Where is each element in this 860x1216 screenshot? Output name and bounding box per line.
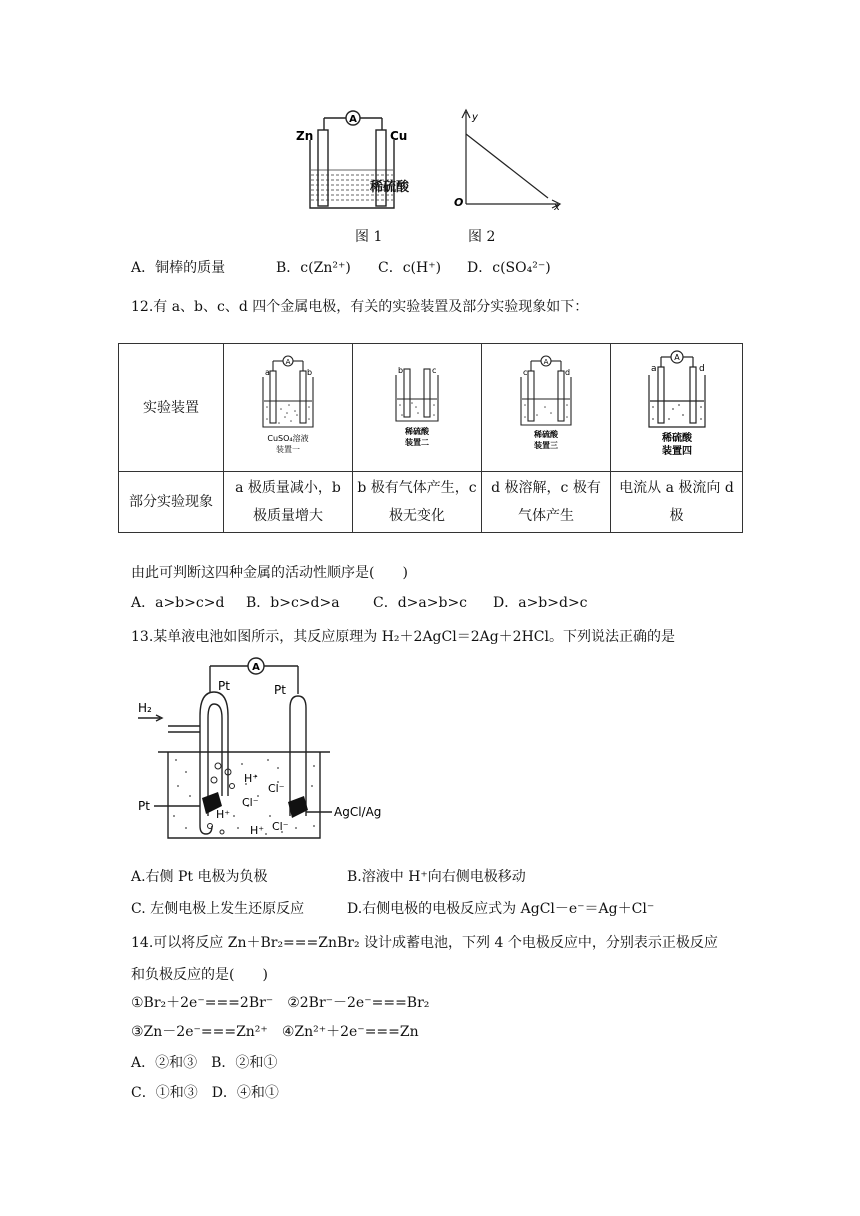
device-1-right-label: b <box>307 367 313 377</box>
device-1 <box>224 344 353 472</box>
q14-stem-line2: 和负极反应的是( ) <box>131 967 268 983</box>
device-2-solution: 稀硫酸 <box>405 426 429 436</box>
cl-ion-label: Cl⁻ <box>242 796 259 809</box>
q12-option-c: C．d>a>b>c <box>373 595 468 611</box>
device-4-left-label: a <box>650 363 657 374</box>
agcl-label: AgCl/Ag <box>334 805 382 819</box>
q14-equations-2: ③Zn－2e⁻===Zn²⁺ ④Zn²⁺＋2e⁻===Zn <box>131 1024 419 1040</box>
ammeter-label: A <box>349 114 357 125</box>
device-3-name: 装置三 <box>534 440 558 450</box>
device-3-left-label: c <box>523 367 528 377</box>
q13-option-b: B.溶液中 H⁺向右侧电极移动 <box>347 869 526 885</box>
q12-option-d: D．a>b>d>c <box>493 595 588 611</box>
device-1-solution: CuSO₄溶液 <box>267 433 309 443</box>
fig2-caption: 图 2 <box>468 229 496 245</box>
side-pt-label: Pt <box>138 799 150 813</box>
row-header-phenomena: 部分实验现象 <box>119 472 224 533</box>
figure-1-cell <box>290 100 430 220</box>
cu-label: Cu <box>390 129 408 143</box>
ammeter-label: A <box>285 357 291 366</box>
q11-option-b: B．c(Zn²⁺) <box>276 260 351 276</box>
device-2-left-label: b <box>398 365 404 375</box>
origin-label: O <box>454 196 464 209</box>
device-4-solution: 稀硫酸 <box>661 432 692 444</box>
h2-label: H₂ <box>138 701 152 715</box>
device-3-solution: 稀硫酸 <box>534 429 558 439</box>
q11-option-a: A．铜棒的质量 <box>131 260 226 276</box>
device-2-diagram <box>372 349 462 457</box>
device-2-right-label: c <box>432 365 437 375</box>
device-4 <box>611 344 743 472</box>
phenomenon-4: 电流从 a 极流向 d 极 <box>611 472 743 533</box>
q14-equations-1: ①Br₂＋2e⁻===2Br⁻ ②2Br⁻－2e⁻===Br₂ <box>131 995 430 1011</box>
q14-options-cd: C．①和③ D．④和① <box>131 1085 279 1101</box>
fig1-solution-label: 稀硫酸 <box>370 180 410 195</box>
cl-ion-label: Cl⁻ <box>268 782 285 795</box>
phenomenon-3: d 极溶解，c 极有气体产生 <box>482 472 611 533</box>
x-axis-label: x <box>554 202 560 212</box>
q12-stem: 12.有 a、b、c、d 四个金属电极，有关的实验装置及部分实验现象如下： <box>131 299 589 315</box>
q11-option-c: C．c(H⁺) <box>378 260 442 276</box>
q14-options-ab: A．②和③ B．②和① <box>131 1055 278 1071</box>
row-header-device: 实验装置 <box>119 344 224 472</box>
phenomenon-2: b 极有气体产生，c 极无变化 <box>353 472 482 533</box>
q13-figure <box>138 656 388 856</box>
device-2 <box>353 344 482 472</box>
zn-label: Zn <box>296 129 314 143</box>
device-3 <box>482 344 611 472</box>
device-4-right-label: d <box>698 363 705 374</box>
right-pt-label: Pt <box>274 683 286 697</box>
q13-option-c: C. 左侧电极上发生还原反应 <box>131 901 305 917</box>
q12-conclusion: 由此可判断这四种金属的活动性顺序是( ) <box>131 565 408 581</box>
device-1-diagram <box>243 349 333 457</box>
device-1-name: 装置一 <box>276 444 300 454</box>
ammeter-label: A <box>673 352 680 362</box>
h-ion-label: H⁺ <box>244 772 259 785</box>
q12-experiment-table <box>118 343 743 533</box>
device-3-diagram <box>501 349 591 457</box>
phenomenon-1: a 极质量减小，b 极质量增大 <box>224 472 353 533</box>
q12-option-b: B．b>c>d>a <box>246 595 340 611</box>
y-axis-label: y <box>472 112 478 123</box>
device-4-diagram <box>629 347 725 459</box>
ammeter-label: A <box>543 357 549 366</box>
q13-option-a: A.右侧 Pt 电极为负极 <box>131 869 268 885</box>
fig1-caption: 图 1 <box>355 229 383 245</box>
q12-option-a: A．a>b>c>d <box>131 595 225 611</box>
device-3-right-label: d <box>565 367 571 377</box>
figure-2-graph <box>450 106 570 212</box>
h-ion-label: H⁺ <box>216 808 231 821</box>
left-pt-label: Pt <box>218 679 230 693</box>
cl-ion-label: Cl⁻ <box>272 820 289 833</box>
q13-option-d: D.右侧电极的电极反应式为 AgCl－e⁻＝Ag＋Cl⁻ <box>347 901 655 917</box>
h-ion-label: H⁺ <box>250 824 265 837</box>
device-1-left-label: a <box>265 367 270 377</box>
q11-option-d: D．c(SO₄²⁻) <box>467 260 551 276</box>
q13-stem: 13.某单液电池如图所示，其反应原理为 H₂＋2AgCl＝2Ag＋2HCl。下列说法正确的是 <box>131 629 675 645</box>
q14-stem-line1: 14.可以将反应 Zn＋Br₂===ZnBr₂ 设计成蓄电池，下列 4 个电极反应中，分别表示正极反应 <box>131 935 718 951</box>
device-4-name: 装置四 <box>661 445 692 457</box>
ammeter-label: A <box>252 662 260 673</box>
device-2-name: 装置二 <box>405 437 429 447</box>
